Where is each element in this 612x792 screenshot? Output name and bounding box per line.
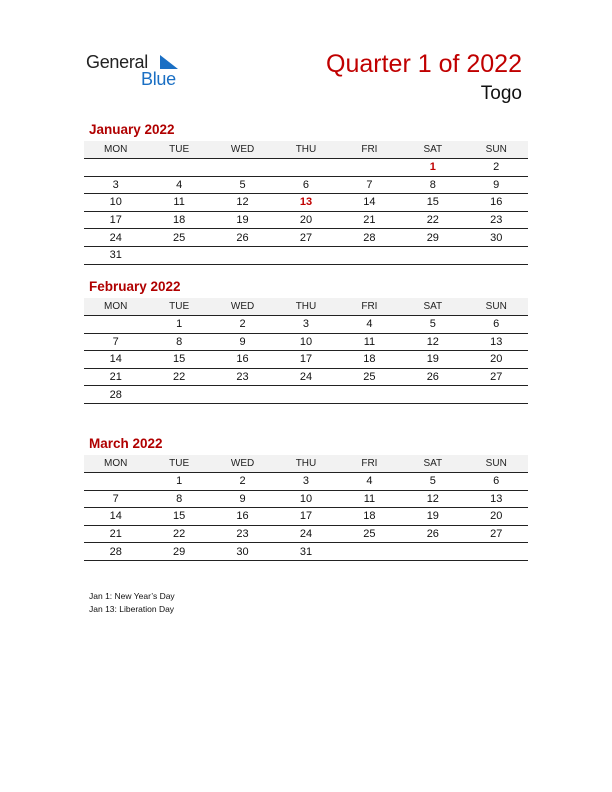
day-cell: 24: [109, 231, 122, 244]
country-name: Togo: [480, 83, 522, 104]
day-cell: 15: [426, 196, 439, 209]
weekday-header-row: [84, 298, 528, 316]
weekday-header-row: [84, 455, 528, 473]
day-cell: 13: [490, 492, 503, 505]
week-row: [84, 177, 528, 195]
day-cell: 12: [236, 196, 249, 209]
day-cell: 5: [429, 475, 436, 488]
month-title: February 2022: [89, 279, 181, 294]
holiday-notes: [89, 590, 175, 615]
day-cell: 12: [426, 492, 439, 505]
day-cell: 26: [236, 231, 249, 244]
logo-text-blue: Blue: [141, 69, 176, 89]
day-cell: 14: [109, 510, 122, 523]
week-row: [84, 369, 528, 387]
day-cell: 1: [429, 161, 436, 174]
day-cell: 16: [236, 510, 249, 523]
logo-text-general: General: [86, 52, 148, 72]
day-cell: 30: [236, 545, 249, 558]
day-cell: 1: [176, 318, 183, 331]
day-cell: 27: [490, 371, 503, 384]
day-cell: 4: [176, 178, 183, 191]
day-cell: 21: [109, 528, 122, 541]
week-row: [84, 386, 528, 404]
weekday-label: FRI: [361, 458, 378, 469]
day-cell: 28: [363, 231, 376, 244]
day-cell: 10: [299, 335, 313, 348]
day-cell: 20: [490, 353, 503, 366]
day-cell: 7: [112, 335, 119, 348]
weekday-label: SAT: [423, 301, 443, 312]
day-cell: 18: [173, 214, 186, 227]
day-cell: 29: [173, 545, 186, 558]
weekday-label: THU: [295, 301, 317, 312]
day-cell: 14: [109, 353, 122, 366]
weekday-label: MON: [104, 144, 128, 155]
day-cell: 13: [299, 196, 313, 209]
day-cell: 21: [109, 371, 122, 384]
week-row: [84, 351, 528, 369]
holiday-note: Jan 1: New Year’s Day: [89, 591, 175, 601]
day-cell: 23: [236, 371, 249, 384]
day-cell: 26: [426, 371, 439, 384]
day-cell: 22: [173, 371, 186, 384]
day-cell: 25: [363, 528, 376, 541]
month-title: January 2022: [89, 122, 175, 137]
weekday-label: MON: [104, 301, 128, 312]
day-cell: 27: [490, 528, 503, 541]
week-row: [84, 473, 528, 491]
month-calendar-february: [84, 279, 528, 404]
day-cell: 11: [173, 196, 185, 209]
week-row: [84, 491, 528, 509]
day-cell: 26: [426, 528, 439, 541]
day-cell: 18: [363, 510, 376, 523]
day-cell: 4: [366, 475, 373, 488]
weekday-label: SUN: [485, 144, 507, 155]
day-cell: 10: [109, 196, 122, 209]
day-cell: 13: [490, 335, 503, 348]
day-cell: 16: [490, 196, 503, 209]
day-cell: 28: [109, 388, 122, 401]
day-cell: 15: [173, 510, 186, 523]
weekday-label: FRI: [361, 144, 378, 155]
day-cell: 9: [239, 492, 246, 505]
day-cell: 27: [299, 231, 313, 244]
day-cell: 1: [176, 475, 183, 488]
day-cell: 19: [426, 353, 439, 366]
day-cell: 25: [173, 231, 186, 244]
day-cell: 2: [239, 318, 246, 331]
day-cell: 6: [302, 178, 310, 191]
day-cell: 11: [363, 492, 376, 505]
day-cell: 15: [173, 353, 186, 366]
day-cell: 19: [236, 214, 249, 227]
day-cell: 6: [493, 318, 500, 331]
day-cell: 23: [490, 214, 503, 227]
week-row: [84, 316, 528, 334]
day-cell: 30: [490, 231, 503, 244]
day-cell: 23: [236, 528, 249, 541]
day-cell: 8: [176, 335, 183, 348]
week-row: [84, 194, 528, 212]
day-cell: 17: [299, 510, 313, 523]
day-cell: 7: [366, 178, 373, 191]
day-cell: 9: [493, 178, 500, 191]
day-cell: 31: [109, 249, 122, 262]
logo-triangle-icon: [158, 54, 180, 70]
day-cell: 11: [363, 335, 376, 348]
day-cell: 2: [239, 475, 246, 488]
month-calendar-march: [84, 436, 528, 561]
day-cell: 19: [426, 510, 439, 523]
day-cell: 20: [299, 214, 313, 227]
weekday-label: TUE: [169, 144, 190, 155]
day-cell: 14: [363, 196, 376, 209]
day-cell: 2: [493, 161, 500, 174]
weekday-label: TUE: [169, 458, 190, 469]
day-cell: 21: [363, 214, 376, 227]
weekday-label: MON: [104, 458, 128, 469]
day-cell: 3: [112, 178, 119, 191]
day-cell: 5: [429, 318, 436, 331]
day-cell: 8: [429, 178, 436, 191]
day-cell: 28: [109, 545, 122, 558]
week-row: [84, 543, 528, 561]
week-row: [84, 526, 528, 544]
weekday-label: TUE: [169, 301, 190, 312]
weekday-label: FRI: [361, 301, 378, 312]
week-row: [84, 334, 528, 352]
day-cell: 12: [426, 335, 439, 348]
week-row: [84, 229, 528, 247]
day-cell: 7: [112, 492, 119, 505]
weekday-label: SUN: [485, 301, 507, 312]
page-title: Quarter 1 of 2022: [326, 50, 522, 78]
day-cell: 17: [299, 353, 313, 366]
day-cell: 18: [363, 353, 376, 366]
day-cell: 25: [363, 371, 376, 384]
weekday-label: WED: [230, 144, 255, 155]
day-cell: 4: [366, 318, 373, 331]
day-cell: 16: [236, 353, 249, 366]
weekday-label: SUN: [485, 458, 507, 469]
week-row: [84, 212, 528, 230]
day-cell: 10: [299, 492, 313, 505]
weekday-label: THU: [295, 458, 317, 469]
day-cell: 31: [299, 545, 313, 558]
day-cell: 6: [493, 475, 500, 488]
day-cell: 8: [176, 492, 183, 505]
day-cell: 29: [426, 231, 439, 244]
day-cell: 20: [490, 510, 503, 523]
day-cell: 9: [239, 335, 246, 348]
day-cell: 3: [302, 475, 310, 488]
weekday-label: THU: [295, 144, 317, 155]
weekday-label: SAT: [423, 458, 443, 469]
day-cell: 3: [302, 318, 310, 331]
day-cell: 22: [426, 214, 439, 227]
weekday-header-row: [84, 141, 528, 159]
day-cell: 17: [109, 214, 122, 227]
day-cell: 24: [299, 371, 313, 384]
day-cell: 5: [239, 178, 246, 191]
weekday-label: WED: [230, 458, 255, 469]
holiday-note: Jan 13: Liberation Day: [89, 603, 175, 614]
month-calendar-january: [84, 122, 528, 265]
month-title: March 2022: [89, 436, 163, 451]
day-cell: 24: [299, 528, 313, 541]
generalblue-logo: [86, 52, 206, 92]
weekday-label: SAT: [423, 144, 443, 155]
week-row: [84, 247, 528, 265]
week-row: [84, 508, 528, 526]
day-cell: 22: [173, 528, 186, 541]
week-row: [84, 159, 528, 177]
weekday-label: WED: [230, 301, 255, 312]
